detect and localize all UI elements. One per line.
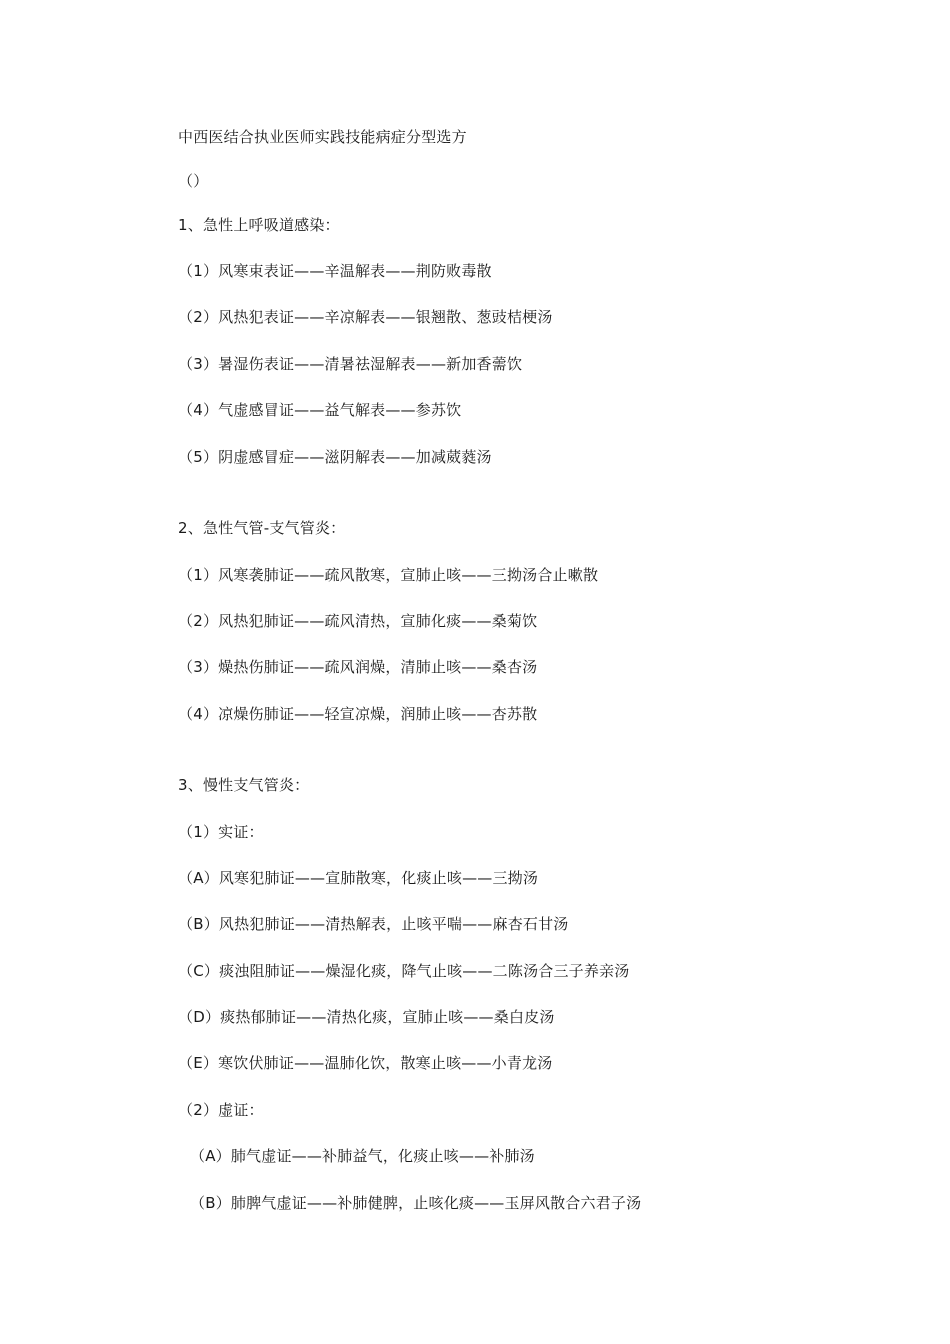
list-item: （2）风热犯肺证——疏风清热，宣肺化痰——桑菊饮 (178, 612, 538, 630)
section-heading: 3、慢性支气管炎： (178, 776, 310, 794)
list-item: （1）风寒束表证——辛温解表——荆防败毒散 (178, 262, 492, 280)
subsection-heading: （2）虚证： (178, 1101, 264, 1119)
list-item: （A）肺气虚证——补肺益气，化痰止咳——补肺汤 (190, 1147, 535, 1165)
list-item: （A）风寒犯肺证——宣肺散寒，化痰止咳——三拗汤 (178, 869, 539, 887)
title-paren: （） (178, 172, 209, 190)
list-item: （1）风寒袭肺证——疏风散寒，宣肺止咳——三拗汤合止嗽散 (178, 566, 599, 584)
list-item: （4）气虚感冒证——益气解表——参苏饮 (178, 401, 462, 419)
list-item: （2）风热犯表证——辛凉解表——银翘散、葱豉桔梗汤 (178, 308, 553, 326)
list-item: （5）阴虚感冒症——滋阴解表——加减葳蕤汤 (178, 448, 492, 466)
list-item: （4）凉燥伤肺证——轻宣凉燥，润肺止咳——杏苏散 (178, 705, 538, 723)
list-item: （E）寒饮伏肺证——温肺化饮，散寒止咳——小青龙汤 (178, 1054, 553, 1072)
document-title: 中西医结合执业医师实践技能病症分型选方 (178, 128, 467, 146)
list-item: （3）燥热伤肺证——疏风润燥，清肺止咳——桑杏汤 (178, 658, 538, 676)
list-item: （D）痰热郁肺证——清热化痰，宣肺止咳——桑白皮汤 (178, 1008, 555, 1026)
list-item: （C）痰浊阻肺证——燥湿化痰，降气止咳——二陈汤合三子养亲汤 (178, 962, 630, 980)
subsection-heading: （1）实证： (178, 823, 264, 841)
section-heading: 1、急性上呼吸道感染： (178, 216, 340, 234)
list-item: （B）肺脾气虚证——补肺健脾，止咳化痰——玉屏风散合六君子汤 (190, 1194, 642, 1212)
list-item: （3）暑湿伤表证——清暑祛湿解表——新加香薷饮 (178, 355, 523, 373)
list-item: （B）风热犯肺证——清热解表，止咳平喘——麻杏石甘汤 (178, 915, 569, 933)
section-heading: 2、急性气管-支气管炎： (178, 519, 346, 537)
